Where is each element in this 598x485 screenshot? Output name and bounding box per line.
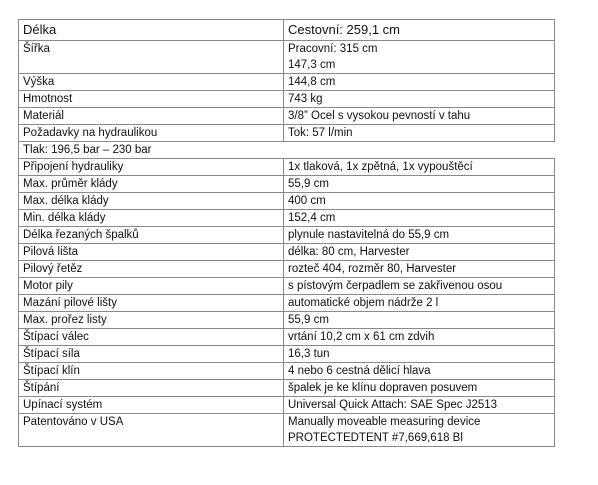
spec-label: Materiál <box>19 108 284 125</box>
spec-value-line: 55,9 cm <box>288 314 329 326</box>
spec-value-line: Tok: 57 l/min <box>288 127 353 139</box>
spec-value <box>284 20 555 41</box>
spec-value-line: plynule nastavitelná do 55,9 cm <box>288 229 450 241</box>
spec-value-line: rozteč 404, rozměr 80, Harvester <box>288 263 457 275</box>
spec-value-line: 147,3 cm <box>288 59 336 71</box>
spec-value <box>284 278 555 295</box>
spec-value-line: PROTECTEDTENT #7,669,618 Bl <box>288 432 463 444</box>
table-row <box>19 91 555 108</box>
spec-label: Upínací systém <box>19 397 284 414</box>
spec-value-line: 400 cm <box>288 195 326 207</box>
spec-value-line: 152,4 cm <box>288 212 336 224</box>
spec-label: Připojení hydrauliky <box>19 159 284 176</box>
table-row <box>19 142 555 159</box>
spec-label: Tlak: 196,5 bar – 230 bar <box>19 142 284 159</box>
spec-value-line: 16,3 tun <box>288 348 330 360</box>
spec-value <box>284 176 555 193</box>
spec-value-line: délka: 80 cm, Harvester <box>288 246 410 258</box>
spec-value <box>284 210 555 227</box>
spec-label: Šířka <box>19 41 284 74</box>
spec-value <box>284 329 555 346</box>
spec-value-empty <box>284 142 555 159</box>
table-row <box>19 397 555 414</box>
spec-table <box>18 19 555 447</box>
table-row <box>19 227 555 244</box>
table-row <box>19 312 555 329</box>
spec-value-line: vrtání 10,2 cm x 61 cm zdvih <box>288 331 435 343</box>
spec-value-line: automatické objem nádrže 2 l <box>288 297 439 309</box>
spec-label: Štípací válec <box>19 329 284 346</box>
table-row <box>19 176 555 193</box>
spec-value <box>284 227 555 244</box>
spec-label: Mazání pilové lišty <box>19 295 284 312</box>
spec-value-line: 743 kg <box>288 93 323 105</box>
spec-value <box>284 397 555 414</box>
table-row <box>19 125 555 142</box>
spec-label: Max. prořez listy <box>19 312 284 329</box>
spec-value-line: Cestovní: 259,1 cm <box>288 22 400 37</box>
table-row <box>19 244 555 261</box>
table-row <box>19 193 555 210</box>
spec-label: Požadavky na hydraulikou <box>19 125 284 142</box>
spec-value <box>284 346 555 363</box>
spec-label: Výška <box>19 74 284 91</box>
table-row <box>19 380 555 397</box>
table-row <box>19 295 555 312</box>
table-row <box>19 74 555 91</box>
spec-label: Štípací síla <box>19 346 284 363</box>
table-row <box>19 363 555 380</box>
spec-label: Štípací klín <box>19 363 284 380</box>
spec-value <box>284 261 555 278</box>
spec-label: Max. délka klády <box>19 193 284 210</box>
spec-value-line: 144,8 cm <box>288 76 336 88</box>
spec-label: Délka řezaných špalků <box>19 227 284 244</box>
spec-label: Min. délka klády <box>19 210 284 227</box>
spec-label: Pilový řetěz <box>19 261 284 278</box>
table-row <box>19 41 555 74</box>
spec-value-line: Manually moveable measuring device <box>288 416 481 428</box>
spec-value <box>284 244 555 261</box>
table-row <box>19 210 555 227</box>
spec-value-line: 4 nebo 6 cestná dělicí hlava <box>288 365 431 377</box>
spec-value-line: Universal Quick Attach: SAE Spec J2513 <box>288 399 498 411</box>
spec-value <box>284 74 555 91</box>
spec-value <box>284 312 555 329</box>
spec-value <box>284 295 555 312</box>
spec-value-line: 3/8” Ocel s vysokou pevností v tahu <box>288 110 471 122</box>
spec-label: Délka <box>19 20 284 41</box>
table-row <box>19 414 555 447</box>
spec-label: Hmotnost <box>19 91 284 108</box>
spec-value <box>284 363 555 380</box>
spec-value <box>284 380 555 397</box>
spec-label: Patentováno v USA <box>19 414 284 447</box>
table-row <box>19 159 555 176</box>
spec-table-body <box>19 20 555 447</box>
spec-value <box>284 159 555 176</box>
spec-value-line: 1x tlaková, 1x zpětná, 1x vypouštěcí <box>288 161 473 173</box>
table-row <box>19 329 555 346</box>
spec-value <box>284 414 555 447</box>
spec-value <box>284 41 555 74</box>
table-row <box>19 261 555 278</box>
spec-value-line: s pístovým čerpadlem se zakřivenou osou <box>288 280 503 292</box>
table-row <box>19 278 555 295</box>
spec-value <box>284 125 555 142</box>
spec-value-line: 55,9 cm <box>288 178 329 190</box>
spec-value-line: Pracovní: 315 cm <box>288 43 378 55</box>
spec-value-line: špalek je ke klínu dopraven posuvem <box>288 382 478 394</box>
table-row <box>19 346 555 363</box>
spec-value <box>284 193 555 210</box>
spec-label: Motor pily <box>19 278 284 295</box>
spec-label: Štípání <box>19 380 284 397</box>
table-row <box>19 20 555 41</box>
spec-value <box>284 108 555 125</box>
table-row <box>19 108 555 125</box>
spec-value <box>284 91 555 108</box>
spec-label: Pilová lišta <box>19 244 284 261</box>
spec-label: Max. průměr klády <box>19 176 284 193</box>
